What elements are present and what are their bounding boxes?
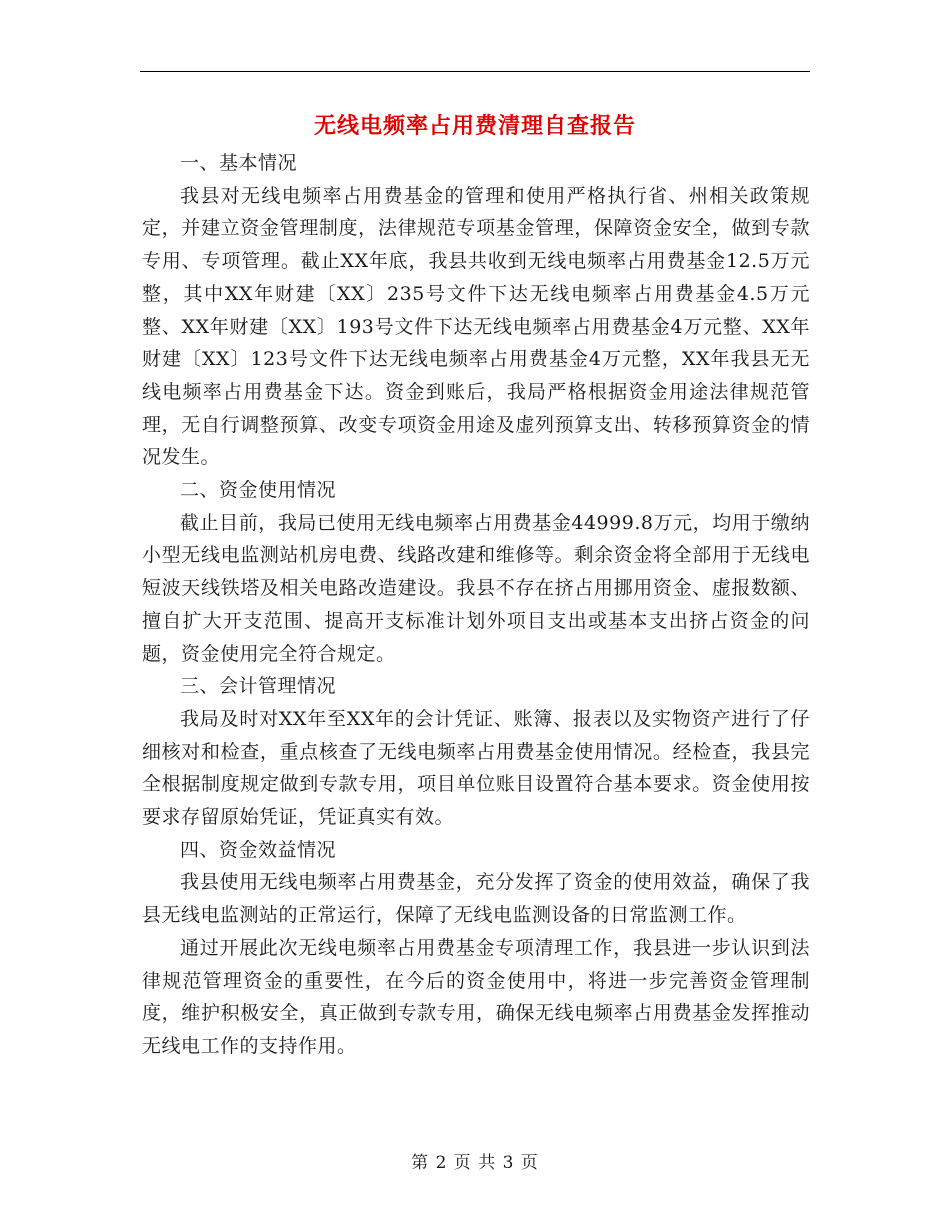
document-body bbox=[142, 147, 810, 1063]
paragraph-fund-usage: 截止目前，我局已使用无线电频率占用费基金44999.8万元，均用于缴纳小型无线电监测站机房电费、线路改建和维修等。剩余资金将全部用于无线电短波天线铁塔及相关电路改造建设。我县不存在挤占用挪用资金、虚报数额、擅自扩大开支范围、提高开支标准计划外项目支出或基本支出挤占资金的问题，资金使用完全符合规定。 bbox=[142, 511, 810, 665]
paragraph-conclusion: 通过开展此次无线电频率占用费基金专项清理工作，我县进一步认识到法律规范管理资金的重要性，在今后的资金使用中，将进一步完善资金管理制度，维护积极安全，真正做到专款专用，确保无线电频率占用费基金发挥推动无线电工作的支持作用。 bbox=[142, 936, 810, 1057]
paragraph-fund-benefit: 我县使用无线电频率占用费基金，充分发挥了资金的使用效益，确保了我县无线电监测站的正常运行，保障了无线电监测设备的日常监测工作。 bbox=[142, 871, 810, 927]
section-heading-fund-benefit: 四、资金效益情况 bbox=[180, 838, 337, 861]
section-heading-fund-usage: 二、资金使用情况 bbox=[180, 479, 337, 502]
header-rule bbox=[140, 71, 810, 72]
page-number-footer: 第 2 页 共 3 页 bbox=[411, 1153, 539, 1173]
paragraph-accounting: 我局及时对XX年至XX年的会计凭证、账簿、报表以及实物资产进行了仔细核对和检查，重点核查了无线电频率占用费基金使用情况。经检查，我县完全根据制度规定做到专款专用，项目单位账目设置符合基本要求。资金使用按要求存留原始凭证，凭证真实有效。 bbox=[142, 707, 810, 829]
paragraph-basic-info: 我县对无线电频率占用费基金的管理和使用严格执行省、州相关政策规定，并建立资金管理制度，法律规范专项基金管理，保障资金安全，做到专款专用、专项管理。截止XX年底，我县共收到无线电频率占用费基金12.5万元整，其中XX年财建〔XX〕235号文件下达无线电频率占用费基金4.5万元整、XX年财建〔XX〕193号文件下达无线电频率占用费基金4万元整、XX年财建〔XX〕123号文件下达无线电频率占用费基金4万元整，XX年我县无无线电频率占用费基金下达。资金到账后，我局严格根据资金用途法律规范管理，无自行调整预算、改变专项资金用途及虚列预算支出、转移预算资金的情况发生。 bbox=[142, 184, 810, 469]
section-heading-basic-info: 一、基本情况 bbox=[180, 152, 298, 174]
section-heading-accounting: 三、会计管理情况 bbox=[180, 675, 337, 698]
document-title: 无线电频率占用费清理自查报告 bbox=[313, 113, 636, 139]
